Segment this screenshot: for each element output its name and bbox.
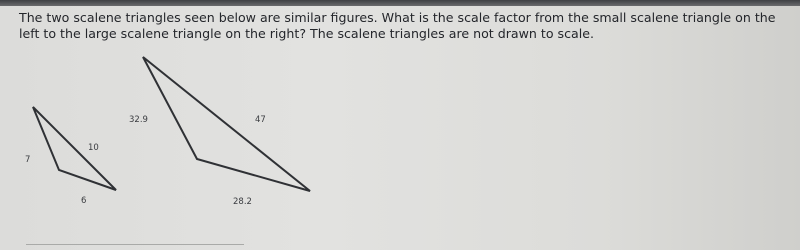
large-triangle-shape bbox=[143, 57, 310, 191]
large-side-bottom-label: 28.2 bbox=[233, 197, 252, 207]
large-side-right-label: 47 bbox=[255, 115, 266, 125]
small-side-bottom-label: 6 bbox=[81, 196, 87, 206]
large-side-left-label: 32.9 bbox=[129, 115, 148, 125]
small-side-left-label: 7 bbox=[25, 155, 31, 165]
small-triangle-shape bbox=[33, 107, 116, 190]
answer-field-underline[interactable] bbox=[26, 244, 244, 245]
large-triangle bbox=[129, 57, 310, 207]
small-triangle bbox=[25, 107, 116, 206]
small-side-right-label: 10 bbox=[88, 143, 99, 153]
question-text: The two scalene triangles seen below are similar figures. What is the scale factor from the small scalene triangle on the left to the large scalene triangle on the right? The scalene triangles are not drawn to scale. bbox=[19, 10, 776, 41]
